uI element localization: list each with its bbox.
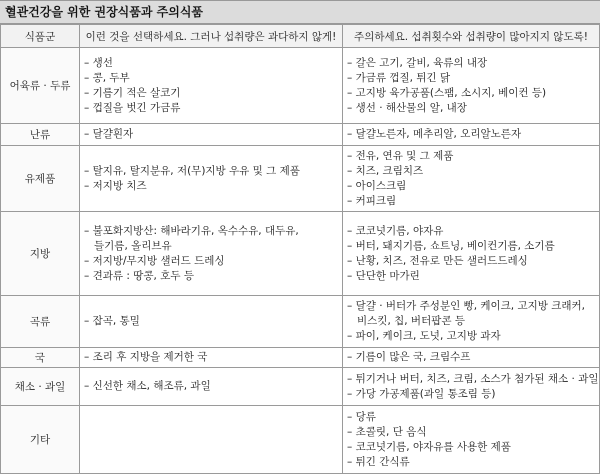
category-cell: 기타	[1, 406, 80, 474]
category-cell: 곡류	[1, 296, 80, 348]
category-cell: 채소 · 과일	[1, 368, 80, 406]
caution-cell	[343, 212, 600, 296]
category-cell: 지방	[1, 212, 80, 296]
list-item: – 달걀노른자, 메추리알, 오리알노른자	[347, 128, 522, 140]
recommended-list	[84, 56, 338, 116]
recommended-cell	[80, 348, 343, 368]
list-item: – 신선한 채소, 해조류, 과일	[84, 380, 211, 392]
food-table	[0, 24, 600, 474]
list-item: – 탈지유, 탈지분유, 저(무)지방 우유 및 그 제품	[84, 164, 300, 177]
header-caution: 주의하세요. 섭취횟수와 섭취량이 많아지지 않도록!	[343, 25, 600, 48]
caution-cell	[343, 48, 600, 124]
table-row	[1, 48, 600, 124]
caution-cell	[343, 146, 600, 212]
caution-list	[347, 410, 595, 470]
list-item: – 단단한 마가린	[347, 269, 420, 282]
list-item: – 튀기거나 버터, 치즈, 크림, 소스가 첨가된 채소 · 과일	[347, 372, 599, 385]
recommended-cell	[80, 368, 343, 406]
list-item: – 달걀흰자	[84, 128, 134, 140]
list-item: – 난황, 치즈, 전유로 만든 샐러드드레싱	[347, 254, 528, 267]
list-item: – 튀긴 간식류	[347, 455, 410, 468]
table-row	[1, 406, 600, 474]
list-item: – 코코넛기름, 야자유를 사용한 제품	[347, 440, 511, 453]
recommended-list	[84, 350, 338, 365]
list-item: – 생선 · 해산물의 알, 내장	[347, 101, 467, 114]
table-row	[1, 212, 600, 296]
table-header-row	[1, 25, 600, 48]
list-item: – 조리 후 지방을 제거한 국	[84, 351, 208, 363]
list-item: – 콩, 두부	[84, 71, 130, 84]
recommended-cell	[80, 124, 343, 146]
list-item: – 저지방/무지방 샐러드 드레싱	[84, 254, 225, 267]
list-item: – 파이, 케이크, 도넛, 고지방 과자	[347, 330, 501, 342]
caution-cell	[343, 296, 600, 348]
list-item: – 껍질을 벗긴 가금류	[84, 101, 181, 114]
list-item: – 불포화지방산: 해바라기유, 옥수수유, 대두유,	[84, 224, 299, 237]
recommended-list	[84, 379, 338, 394]
caution-cell	[343, 348, 600, 368]
recommended-cell	[80, 146, 343, 212]
list-item: – 커피크림	[347, 194, 397, 207]
list-item: – 생선	[84, 56, 113, 69]
table-row	[1, 124, 600, 146]
category-cell: 국	[1, 348, 80, 368]
recommended-cell	[80, 48, 343, 124]
list-item: – 전유, 연유 및 그 제품	[347, 149, 454, 162]
caution-cell	[343, 124, 600, 146]
caution-list	[347, 224, 595, 284]
list-item: – 달걀 · 버터가 주성분인 빵, 케이크, 고지방 크래커,	[347, 300, 586, 312]
list-item: – 기름기 적은 살코기	[84, 86, 181, 99]
list-item: – 가당 가공제품(과일 통조림 등)	[347, 387, 496, 400]
table-row	[1, 368, 600, 406]
recommended-cell	[80, 406, 343, 474]
recommended-list	[84, 164, 338, 194]
list-item: – 코코넛기름, 야자유	[347, 224, 444, 237]
recommended-list	[84, 127, 338, 142]
category-cell: 어육류 · 두류	[1, 48, 80, 124]
category-cell: 유제품	[1, 146, 80, 212]
table-row	[1, 296, 600, 348]
recommended-cell	[80, 296, 343, 348]
table-row	[1, 348, 600, 368]
list-item: – 기름이 많은 국, 크림수프	[347, 351, 471, 363]
category-cell: 난류	[1, 124, 80, 146]
list-item: – 아이스크림	[347, 179, 407, 192]
list-item: – 고지방 육가공품(스팸, 소시지, 베이컨 등)	[347, 86, 547, 99]
recommended-list	[84, 314, 338, 329]
list-item: – 저지방 치즈	[84, 179, 147, 192]
list-item: – 갈은 고기, 갈비, 육류의 내장	[347, 56, 488, 69]
table-row	[1, 146, 600, 212]
header-recommended: 이런 것을 선택하세요. 그러나 섭취량은 과다하지 않게!	[80, 25, 343, 48]
caution-list	[347, 350, 595, 365]
list-item: – 당류	[347, 410, 376, 423]
list-item: 들기름, 올리브유	[84, 239, 172, 252]
list-item: – 버터, 돼지기름, 쇼트닝, 베이컨기름, 소기름	[347, 239, 555, 252]
caution-list	[347, 372, 599, 402]
caution-list	[347, 127, 595, 142]
list-item: – 잡곡, 통밀	[84, 315, 140, 327]
caution-cell	[343, 368, 600, 406]
recommended-list	[84, 224, 338, 284]
caution-list	[347, 299, 595, 344]
header-category: 식품군	[1, 25, 80, 48]
caution-list	[347, 149, 595, 209]
list-item: – 치즈, 크림치즈	[347, 164, 424, 177]
caution-cell	[343, 406, 600, 474]
list-item: – 가금류 껍질, 튀긴 닭	[347, 71, 451, 84]
list-item: – 초콜릿, 단 음식	[347, 425, 427, 438]
recommended-cell	[80, 212, 343, 296]
caution-list	[347, 56, 595, 116]
list-item: 비스킷, 칩, 버터팝콘 등	[347, 315, 465, 327]
page-title: 혈관건강을 위한 권장식품과 주의식품	[0, 0, 600, 24]
list-item: – 견과류 : 땅콩, 호두 등	[84, 269, 194, 282]
